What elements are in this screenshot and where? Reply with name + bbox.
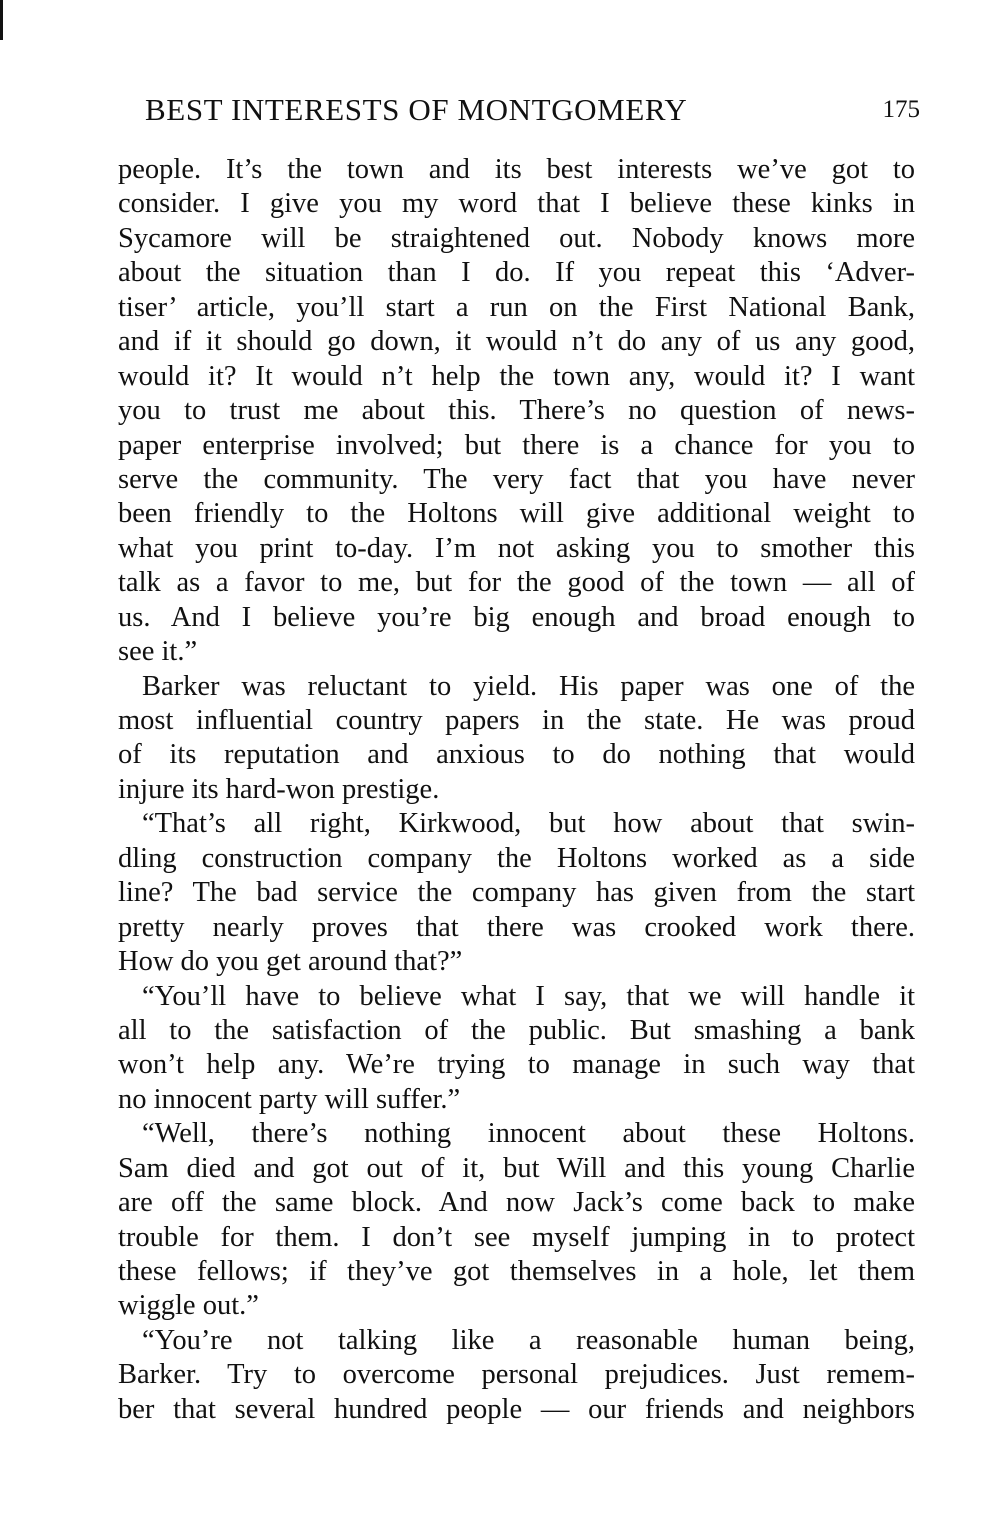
scan-edge-mark: [0, 0, 3, 40]
text-line: How do you get around that?”: [118, 946, 463, 978]
paragraph: [118, 153, 915, 670]
page-number: 175: [882, 96, 920, 123]
body-text: [118, 153, 915, 1427]
text-line: injure its hard-won prestige.: [118, 773, 440, 805]
text-line: these fellows; if they’ve got themselves in a hole, let them: [118, 1256, 915, 1287]
running-head-title: BEST INTERESTS OF MONTGOMERY: [145, 92, 688, 127]
text-line: you to trust me about this. There’s no question of news-: [118, 395, 915, 427]
text-line: all to the satisfaction of the public. But smashing a bank: [118, 1014, 915, 1046]
text-line: wiggle out.”: [118, 1290, 259, 1322]
text-line: no innocent party will suffer.”: [118, 1083, 461, 1115]
text-line: ber that several hundred people — our friends and neighbors: [118, 1393, 915, 1425]
paragraph: [118, 1324, 915, 1427]
text-line: and if it should go down, it would n’t do any of us any good,: [118, 326, 915, 358]
text-line: most influential country papers in the state. He was proud: [118, 705, 915, 736]
text-line: Barker was reluctant to yield. His paper was one of the: [142, 670, 915, 702]
text-line: of its reputation and anxious to do nothing that would: [118, 739, 915, 771]
text-line: dling construction company the Holtons worked as a side: [118, 842, 915, 874]
text-line: line? The bad service the company has given from the start: [118, 877, 915, 909]
text-line: “You’ll have to believe what I say, that we will handle it: [142, 980, 915, 1012]
text-line: “That’s all right, Kirkwood, but how about that swin-: [142, 808, 915, 840]
text-line: paper enterprise involved; but there is a chance for you to: [118, 429, 915, 461]
text-line: serve the community. The very fact that you have never: [118, 463, 915, 495]
text-line: “You’re not talking like a reasonable human being,: [142, 1324, 915, 1356]
text-line: tiser’ article, you’ll start a run on the First National Bank,: [118, 291, 915, 323]
text-line: been friendly to the Holtons will give additional weight to: [118, 498, 915, 530]
text-line: about the situation than I do. If you repeat this ‘Adver-: [118, 257, 915, 289]
text-line: Sycamore will be straightened out. Nobody knows more: [118, 222, 915, 254]
text-line: “Well, there’s nothing innocent about these Holtons.: [142, 1118, 915, 1150]
paragraph: [118, 1117, 915, 1324]
text-line: see it.”: [118, 636, 198, 668]
text-line: pretty nearly proves that there was crooked work there.: [118, 911, 915, 943]
text-line: people. It’s the town and its best interests we’ve got to: [118, 154, 915, 185]
paragraph: [118, 980, 915, 1118]
paragraph: [118, 807, 915, 979]
text-line: Sam died and got out of it, but Will and this young Charlie: [118, 1152, 915, 1184]
paragraph: [118, 670, 915, 808]
text-line: Barker. Try to overcome personal prejudices. Just remem-: [118, 1359, 915, 1391]
text-line: us. And I believe you’re big enough and broad enough to: [118, 601, 915, 633]
text-line: won’t help any. We’re trying to manage in such way that: [118, 1049, 915, 1081]
text-line: are off the same block. And now Jack’s come back to make: [118, 1187, 915, 1219]
text-line: would it? It would n’t help the town any, would it? I want: [118, 360, 915, 392]
text-line: trouble for them. I don’t see myself jumping in to protect: [118, 1221, 915, 1253]
text-line: what you print to-day. I’m not asking you to smother this: [118, 532, 915, 564]
text-line: consider. I give you my word that I believe these kinks in: [118, 188, 915, 220]
text-line: talk as a favor to me, but for the good of the town — all of: [118, 567, 915, 599]
running-head: [145, 92, 920, 132]
